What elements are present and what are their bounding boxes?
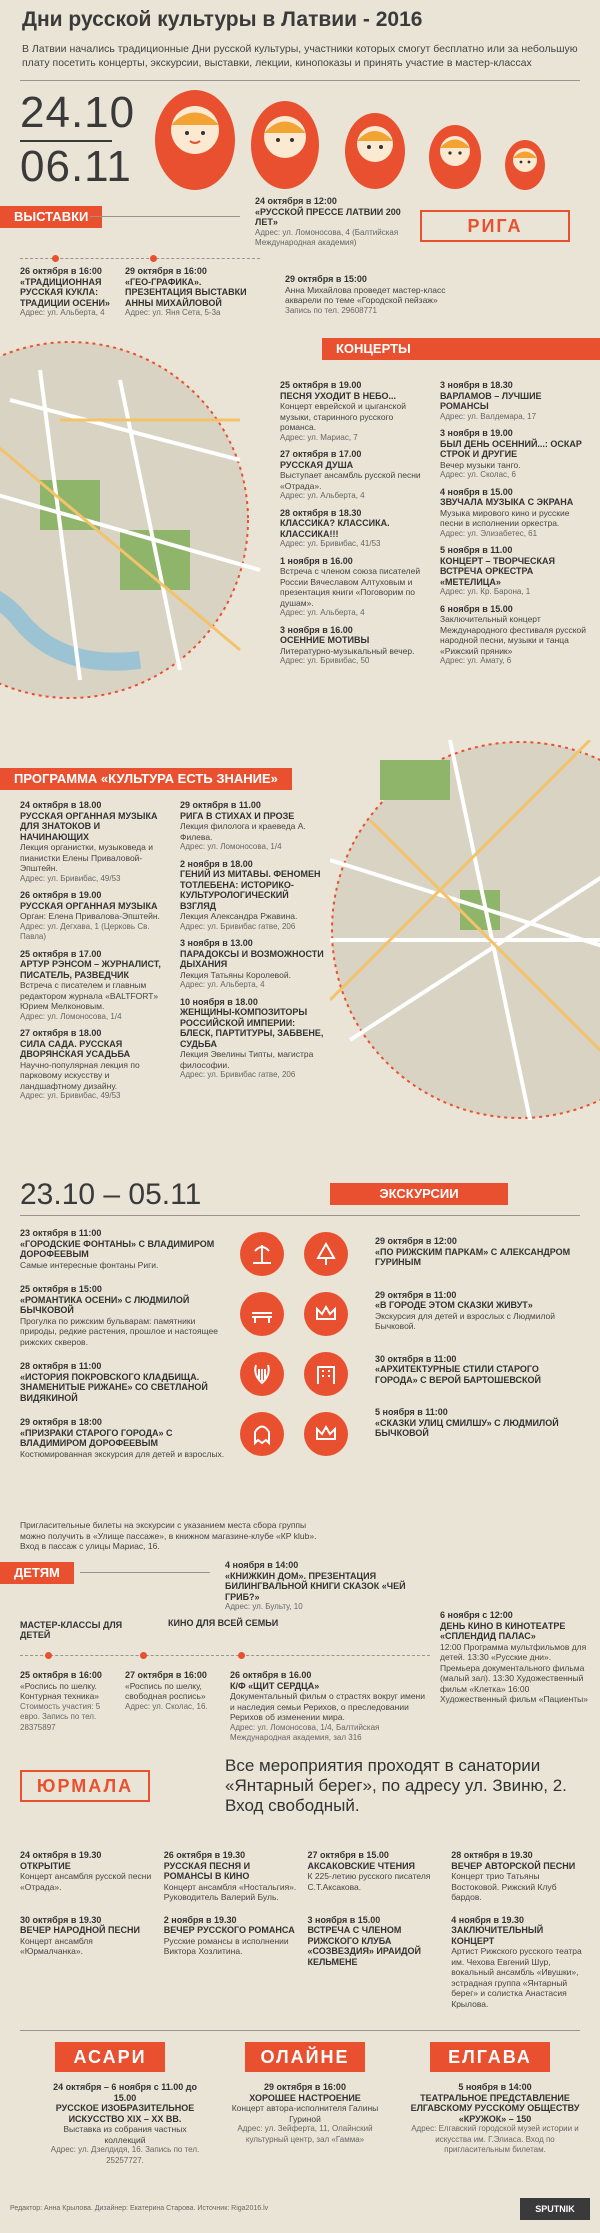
timeline-dot xyxy=(140,1652,147,1659)
matryoshka-dolls xyxy=(150,85,590,195)
exhibition-item: 24 октября в 12:00 «РУССКОЙ ПРЕССЕ ЛАТВИИ 200 ЛЕТ» Адрес: ул. Ломоносова, 4 (Балтийская Международная академия) xyxy=(255,196,401,247)
matryoshka-icon xyxy=(251,101,319,189)
concert-item: 3 ноября в 18.30 ВАРЛАМОВ – ЛУЧШИЕ РОМАНСЫ Адрес: ул. Валдемара, 17 xyxy=(440,380,542,421)
jurmala-item: 3 ноября в 15.00 ВСТРЕЧА С ЧЛЕНОМ РИЖСКОГО КЛУБА «СОЗВЕЗДИЯ» ИРАИДОЙ КЕЛЬМЕНЕ xyxy=(307,1914,421,1967)
excursion-item: 29 октября в 12:00 «ПО РИЖСКИМ ПАРКАМ» С АЛЕКСАНДРОМ ГУРИНЫМ xyxy=(375,1236,571,1267)
program-item: 29 октября в 11.00 РИГА В СТИХАХ И ПРОЗЕ Лекция филолога и краеведа А. Филева. Адрес: ул. Ломоносова, 1/4 xyxy=(180,800,306,851)
city-asari-badge: АСАРИ xyxy=(55,2042,165,2072)
city-olaine-badge: ОЛАЙНЕ xyxy=(245,2042,365,2072)
concert-item: 3 ноября в 19.00 БЫЛ ДЕНЬ ОСЕННИЙ...: ОСКАР СТРОК И ДРУГИЕ Вечер музыки танго. Адрес: ул. Сколас, 6 xyxy=(440,428,582,479)
kids-film-item: 26 октября в 16.00 К/Ф «ЩИТ СЕРДЦА» Документальный фильм о страстях вокруг имени и наследия семьи Рерихов, о преследовании Рерихов об изменении мира. Адрес: ул. Ломоносова, 1/4, Балтийская Международная академия, зал 316 xyxy=(230,1670,425,1742)
jelgava-item: 5 ноября в 14:00 ТЕАТРАЛЬНОЕ ПРЕДСТАВЛЕНИЕ ЕЛГАВСКОМУ РУССКОМУ ОБЩЕСТВУ «КРУЖОК» – 150 Адрес: Елгавский городской музей истории и искусства им. Г.Элиаса. Вход по пригласительным билетам. xyxy=(410,2082,580,2154)
intro-text: В Латвии начались традиционные Дни русской культуры, участники которых смогут бесплатно или за небольшую плату посетить концерты, экскурсии, выставки, лекции, кинопоказы и принять участие в мастер-классах xyxy=(22,43,578,69)
concert-item: 1 ноября в 16.00 Встреча с членом союза писателей России Вячеславом Алтуховым и презентация книги «Поговорим по душам». Адрес: ул. Альберта, 4 xyxy=(280,555,421,617)
excursion-item: 29 октября в 18:00 «ПРИЗРАКИ СТАРОГО ГОРОДА» С ВЛАДИМИРОМ ДОРОФЕЕВЫМ Костюмированная экскурсия для детей и взрослых. xyxy=(20,1417,225,1459)
tree-icon xyxy=(304,1232,348,1276)
concert-item: 28 октября в 18.30 КЛАССИКА? КЛАССИКА. КЛАССИКА!!! Адрес: ул. Бривибас, 41/53 xyxy=(280,507,390,548)
timeline-dot xyxy=(150,255,157,262)
kids-book-item: 4 ноября в 14:00 «КНИЖКИН ДОМ». ПРЕЗЕНТАЦИЯ БИЛИНГВАЛЬНОЙ КНИГИ СКАЗОК «ЧЕЙ ГРИБ?» Адрес: ул. Бульту, 10 xyxy=(225,1560,406,1611)
jurmala-notice: Все мероприятия проходят в санатории «Янтарный берег», по адресу ул. Звиню, 2. Вход свободный. xyxy=(225,1756,567,1815)
divider xyxy=(20,2030,580,2031)
jurmala-item: 30 октября в 19.30 ВЕЧЕР НАРОДНОЙ ПЕСНИ Концерт ансамбля «Юрмалчанка». xyxy=(20,1914,140,1956)
concert-item: 3 ноября в 16.00 ОСЕННИЕ МОТИВЫ Литературно-музыкальный вечер. Адрес: ул. Бривибас, 50 xyxy=(280,624,415,665)
kids-mc-item: 27 октября в 16:00 «Роспись по шелку, свободная роспись» Адрес: ул. Сколас, 16. xyxy=(125,1670,208,1711)
riga-map-program xyxy=(330,740,600,1120)
exhibition-item: 26 октября в 16:00 «ТРАДИЦИОННАЯ РУССКАЯ КУКЛА: ТРАДИЦИИ ОСЕНИ» Адрес: ул. Альберта, 4 xyxy=(20,266,110,317)
excursion-item: 23 октября в 11:00 «ГОРОДСКИЕ ФОНТАНЫ» С ВЛАДИМИРОМ ДОРОФЕЕВЫМ Самые интересные фонтаны Риги. xyxy=(20,1228,215,1270)
program-item: 2 ноября в 18.00 ГЕНИЙ ИЗ МИТАВЫ. ФЕНОМЕН ТОТЛЕБЕНА: ИСТОРИКО-КУЛЬТУРОЛОГИЧЕСКИЙ ВЗГЛЯД Лекция Александра Ржавина. Адрес: ул. Бривибас гатве, 206 xyxy=(180,858,321,931)
program-item: 24 октября в 18.00 РУССКАЯ ОРГАННАЯ МУЗЫКА ДЛЯ ЗНАТОКОВ И НАЧИНАЮЩИХ Лекция органистки, музыковеда и пианистки Елены Приваловой-Эпштейн. Адрес: ул. Бривибас, 49/53 xyxy=(20,800,158,883)
matryoshka-icon xyxy=(155,90,235,190)
jurmala-item: 26 октября в 19.30 РУССКАЯ ПЕСНЯ И РОМАНСЫ В КИНО Концерт ансамбля «Ностальгия». Руководитель Валерий Буль. xyxy=(163,1850,297,1902)
matryoshka-icon xyxy=(345,113,405,189)
excursion-dates: 23.10 – 05.11 xyxy=(20,1178,202,1211)
timeline xyxy=(20,1655,430,1656)
building-icon xyxy=(304,1352,348,1396)
kids-mc-item: 25 октября в 16:00 «Роспись по шелку. Контурная техника» Стоимость участия: 5 евро. Запись по тел. 28375897 xyxy=(20,1670,102,1732)
excursion-item: 30 октября в 11:00 «АРХИТЕКТУРНЫЕ СТИЛИ СТАРОГО ГОРОДА» С ВЕРОЙ БАРТОШЕВСКОЙ xyxy=(375,1353,541,1385)
excursion-list-right xyxy=(375,1236,580,1439)
jurmala-item: 2 ноября в 19.30 ВЕЧЕР РУССКОГО РОМАНСА Русские романсы в исполнении Виктора Хозлитина. xyxy=(163,1914,295,1956)
jurmala-item: 28 октября в 19.30 ВЕЧЕР АВТОРСКОЙ ПЕСНИ Концерт трио Татьяны Востоковой. Рижский Клуб бардов. xyxy=(451,1850,576,1902)
program-item: 27 октября в 18.00 СИЛА САДА. РУССКАЯ ДВОРЯНСКАЯ УСАДЬБА Научно-популярная лекция по парковому искусству и ландшафтному дизайну. Адрес: ул. Бривибас, 49/53 xyxy=(20,1028,140,1100)
program-item: 25 октября в 17.00 АРТУР РЭНСОМ – ЖУРНАЛИСТ, ПИСАТЕЛЬ, РАЗВЕДЧИК Встреча с писателем и главным редактором журнала «BALTFORT» Юрием Мелконовым. Адрес: ул. Ломоносова, 1/4 xyxy=(20,948,161,1021)
excursion-item: 28 октября в 11:00 «ИСТОРИЯ ПОКРОВСКОГО КЛАДБИЩА. ЗНАМЕНИТЫЕ РИЖАНЕ» СО СВЕТЛАНОЙ ВИДЯКИНОЙ xyxy=(20,1361,208,1403)
city-jelgava-badge: ЕЛГАВА xyxy=(430,2042,550,2072)
asari-item: 24 октября – 6 ноября с 11.00 до 15.00 РУССКОЕ ИЗОБРАЗИТЕЛЬНОЕ ИСКУССТВО XIX – XX ВВ. Выставка из собрания частных коллекций Адрес: ул. Дзелдидя, 16. Запись по тел. 25257727. xyxy=(50,2082,200,2165)
concert-item: 27 октября в 17.00 РУССКАЯ ДУША Выступает ансамбль русской песни «Отрада». Адрес: ул. Альберта, 4 xyxy=(280,449,421,500)
concert-item: 6 ноября в 15.00 Заключительный концерт Международного фестиваля русской народной песни, музыки и танца «Рижский пряник» Адрес: ул. Амату, 6 xyxy=(440,603,587,665)
section-program: ПРОГРАММА «КУЛЬТУРА ЕСТЬ ЗНАНИЕ» xyxy=(0,768,292,790)
concert-item: 5 ноября в 11.00 КОНЦЕРТ – ТВОРЧЕСКАЯ ВСТРЕЧА ОРКЕСТРА «МЕТЕЛИЦА» Адрес: ул. Кр. Барона, 1 xyxy=(440,545,556,596)
kids-masterclass-label: МАСТЕР-КЛАССЫ ДЛЯ ДЕТЕЙ xyxy=(20,1620,123,1640)
credits: Редактор: Анна Крылова. Дизайнер: Екатерина Старова. Источник: Riga2016.lv xyxy=(10,2205,269,2212)
start-date: 24.10 xyxy=(20,88,136,137)
matryoshka-icon xyxy=(429,125,481,189)
divider xyxy=(20,80,580,81)
olaine-item: 29 октября в 16:00 ХОРОШЕЕ НАСТРОЕНИЕ Концерт автора-исполнителя Галины Гуриной Адрес: ул. Зейферта, 11, Олайнский культурный центр, зал «Гамма» xyxy=(231,2082,379,2144)
end-date: 06.11 xyxy=(20,142,132,191)
section-kids: ДЕТЯМ xyxy=(0,1562,74,1584)
ghost-icon xyxy=(240,1412,284,1456)
jurmala-item: 4 ноября в 19.30 ЗАКЛЮЧИТЕЛЬНЫЙ КОНЦЕРТ Артист Рижского русского театра им. Чехова Евгений Шур, вокальный ансамбль «Ивушки», эстрадная группа «Янтарный берег» и солистка Анастасия Крылова. xyxy=(451,1914,582,2009)
program-item: 3 ноября в 13.00 ПАРАДОКСЫ И ВОЗМОЖНОСТИ ДЫХАНИЯ Лекция Татьяны Королевой. Адрес: ул. Альберта, 4 xyxy=(180,938,324,989)
concert-item: 4 ноября в 15.00 ЗВУЧАЛА МУЗЫКА С ЭКРАНА Музыка мирового кино и русские песни в исполнении оркестра. Адрес: ул. Элизабетес, 61 xyxy=(440,486,574,538)
riga-map-concerts xyxy=(0,340,280,700)
page-title: Дни русской культуры в Латвии - 2016 xyxy=(22,8,423,31)
matryoshka-icon xyxy=(505,140,545,190)
fountain-icon xyxy=(240,1232,284,1276)
program-item: 10 ноября в 18.00 ЖЕНЩИНЫ-КОМПОЗИТОРЫ РОССИЙСКОЙ ИМПЕРИИ: БЛЕСК, ПАРТИТУРЫ, ЗАБВЕНЕ, СУДЬБА Лекция Эвелины Типты, магистра философии. Адрес: ул. Бривибас гатве, 206 xyxy=(180,996,324,1079)
excursion-list-left xyxy=(20,1228,230,1459)
concert-item: 25 октября в 19.00 ПЕСНЯ УХОДИТ В НЕБО... Концерт еврейской и цыганской музыки, старинного русского романса. Адрес: ул. Мариас, 7 xyxy=(280,380,406,442)
section-excursions: ЭКСКУРСИИ xyxy=(330,1183,508,1205)
excursion-item: 25 октября в 15:00 «РОМАНТИКА ОСЕНИ» С ЛЮДМИЛОЙ БЫЧКОВОЙ Прогулка по рижским бульварам: памятники природы, редкие растения, прошлое и настоящее рижских скверов. xyxy=(20,1284,218,1347)
kids-cinema-label: КИНО ДЛЯ ВСЕЙ СЕМЬИ xyxy=(168,1618,279,1628)
program-list-right xyxy=(180,800,325,1081)
sputnik-logo: SPUTNIK xyxy=(520,2198,590,2220)
excursion-item: 5 ноября в 11:00 «СКАЗКИ УЛИЦ СМИЛШУ» С ЛЮДМИЛОЙ БЫЧКОВОЙ xyxy=(375,1407,559,1438)
excursion-item: 29 октября в 11:00 «В ГОРОДЕ ЭТОМ СКАЗКИ ЖИВУТ» Экскурсия для детей и взрослых с Людмилой Бычковой. xyxy=(375,1289,556,1331)
crown-icon xyxy=(304,1292,348,1336)
timeline-dot xyxy=(238,1652,245,1659)
excursion-note: Пригласительные билеты на экскурсии с указанием места сбора группы можно получить в «Улище пассаже», в книжном магазине-клубе «КР klub». Вход в пассаж с улицы Мариас, 16. xyxy=(20,1520,317,1551)
bench-icon xyxy=(240,1292,284,1336)
divider xyxy=(20,1215,580,1216)
concert-list-right xyxy=(440,380,590,667)
program-list-left xyxy=(20,800,170,1102)
city-jurmala-badge: ЮРМАЛА xyxy=(20,1770,150,1802)
section-exhibitions: ВЫСТАВКИ xyxy=(0,206,102,228)
jurmala-item: 27 октября в 15.00 АКСАКОВСКИЕ ЧТЕНИЯ К 225-летию русского писателя С.Т.Аксакова. xyxy=(307,1850,431,1892)
divider xyxy=(80,1572,210,1573)
section-concerts: КОНЦЕРТЫ xyxy=(322,338,600,360)
jurmala-item: 24 октября в 19.30 ОТКРЫТИЕ Концерт ансамбля русской песни «Отрада». xyxy=(20,1850,152,1892)
crown-icon xyxy=(304,1412,348,1456)
concert-list-left xyxy=(280,380,425,667)
program-item: 26 октября в 19.00 РУССКАЯ ОРГАННАЯ МУЗЫКА Орган: Елена Привалова-Эпштейн. Адрес: ул. Дегхава, 1 (Церковь Св. Павла) xyxy=(20,890,160,941)
timeline-dot xyxy=(52,255,59,262)
timeline-dot xyxy=(45,1652,52,1659)
exhibition-item: 29 октября в 15:00 Анна Михайлова проведет мастер-класс акварели по теме «Городской пейзаж» Запись по тел. 29608771 xyxy=(285,274,446,315)
city-riga-badge: РИГА xyxy=(420,210,570,242)
divider xyxy=(90,216,240,217)
jurmala-events xyxy=(20,1850,585,2009)
excursion-icons xyxy=(240,1232,356,1456)
exhibition-item: 29 октября в 16:00 «ГЕО-ГРАФИКА». ПРЕЗЕНТАЦИЯ ВЫСТАВКИ АННЫ МИХАЙЛОВОЙ Адрес: ул. Яня Сета, 5-3a xyxy=(125,266,247,317)
lyre-icon xyxy=(240,1352,284,1396)
kids-film-day-item: 6 ноября с 12:00 ДЕНЬ КИНО В КИНОТЕАТРЕ «СПЛЕНДИД ПАЛАС» 12:00 Программа мультфильмов для детей. 13:30 «Русские дни». Премьера документального фильма (малый зал). 13:30 Художественный фильм «Клетка» 16:00 Художественный фильм «Пациенты» xyxy=(440,1610,589,1704)
